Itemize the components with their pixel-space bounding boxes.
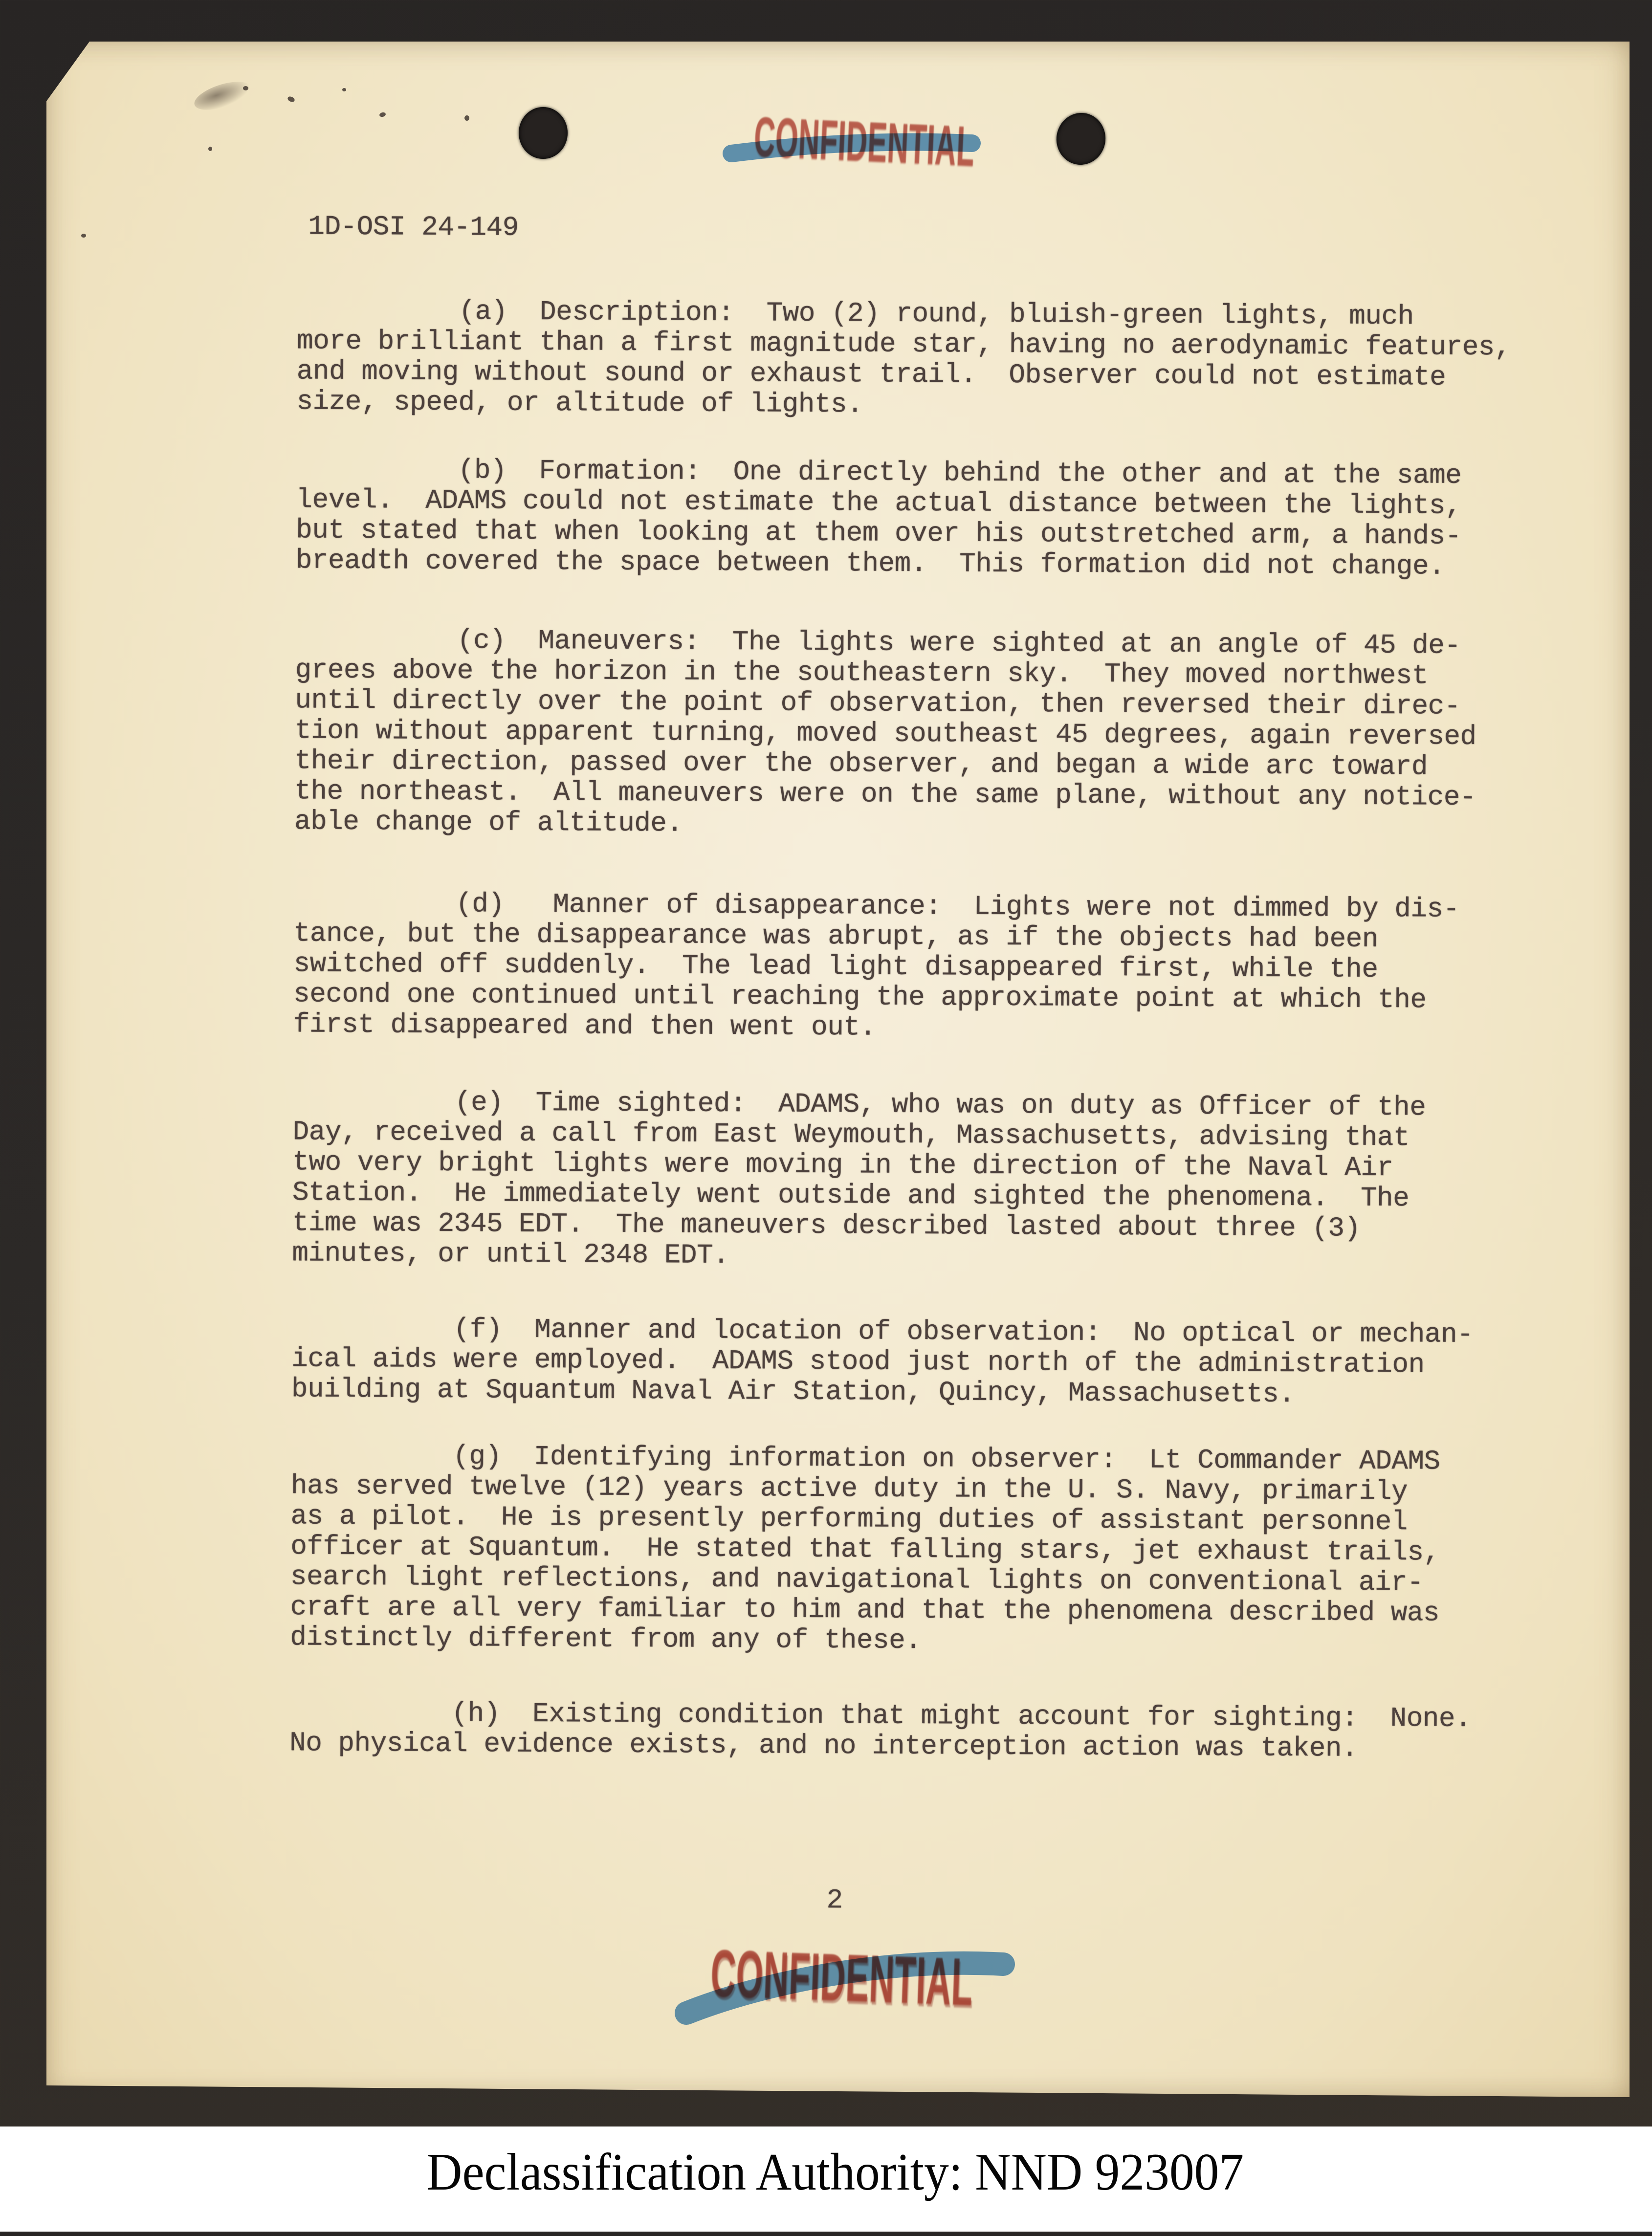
paragraph-b-formation: (b) Formation: One directly behind the other and at the same level. ADAMS could not estimate the actual distance between the lights, but stated that when looking at them over his outstretched arm, a hands- breadth covered the space between them. This formation did not change. xyxy=(295,454,1462,582)
declassification-authority-text: Declassification Authority: NND 923007 xyxy=(426,2143,1244,2201)
paragraph-e-time-sighted: (e) Time sighted: ADAMS, who was on duty as Officer of the Day, received a call from East Weymouth, Massachusetts, advising that two very bright lights were moving in the direction of the Naval Air Station. He immediately went outside and sighted the phenomena. The time was 2345 EDT. The maneuvers described lasted about three (3) minutes, or until 2348 EDT. xyxy=(292,1086,1426,1271)
confidential-stamp-bottom: CONFIDENTIAL xyxy=(709,1936,974,2020)
paragraph-a-description: (a) Description: Two (2) round, bluish-green lights, much more brilliant than a first magnitude star, having no aerodynamic features, and moving without sound or exhaust trail. Observer could not estimate size, speed, or altitude of lights. xyxy=(296,295,1511,420)
paragraph-f-observation: (f) Manner and location of observation: No optical or mechan- ical aids were employed. ADAMS stood just north of the administration building at Squantum Naval Air Station, Quincy, Massachusetts. xyxy=(291,1313,1474,1410)
page-number: 2 xyxy=(826,1885,843,1916)
confidential-stamp-top: CONFIDENTIAL xyxy=(752,105,976,178)
declassification-footer xyxy=(0,2126,1652,2232)
paragraph-c-maneuvers: (c) Maneuvers: The lights were sighted at an angle of 45 de- grees above the horizon in the southeastern sky. They moved northwest until directly over the point of observation, then reversed their direc- tion without apparent turning, moved southeast 45 degrees, again reversed their direction, passed over the observer, and began a wide arc toward the northeast. All maneuvers were on the same plane, without any notice- able change of altitude. xyxy=(294,624,1476,839)
paragraph-d-disappearance: (d) Manner of disappearance: Lights were not dimmed by dis- tance, but the disappearance was abrupt, as if the objects had been switched off suddenly. The lead light disappeared first, while the second one continued until reaching the approximate point at which the first disappeared and then went out. xyxy=(293,887,1459,1043)
paragraph-g-observer-info: (g) Identifying information on observer: Lt Commander ADAMS has served twelve (12) years active duty in the U. S. Navy, primarily as a pilot. He is presently performing duties of assistant personnel officer at Squantum. He stated that falling stars, jet exhaust trails, search light reflections, and navigational lights on conventional air- craft are all very familiar to him and that the phenomena described was distinctly different from any of these. xyxy=(290,1440,1440,1657)
doc-reference-number: 1D-OSI 24-149 xyxy=(308,211,519,243)
paragraph-h-existing-condition: (h) Existing condition that might account for sighting: None. No physical evidence exists, and no interception action was taken. xyxy=(289,1697,1472,1764)
